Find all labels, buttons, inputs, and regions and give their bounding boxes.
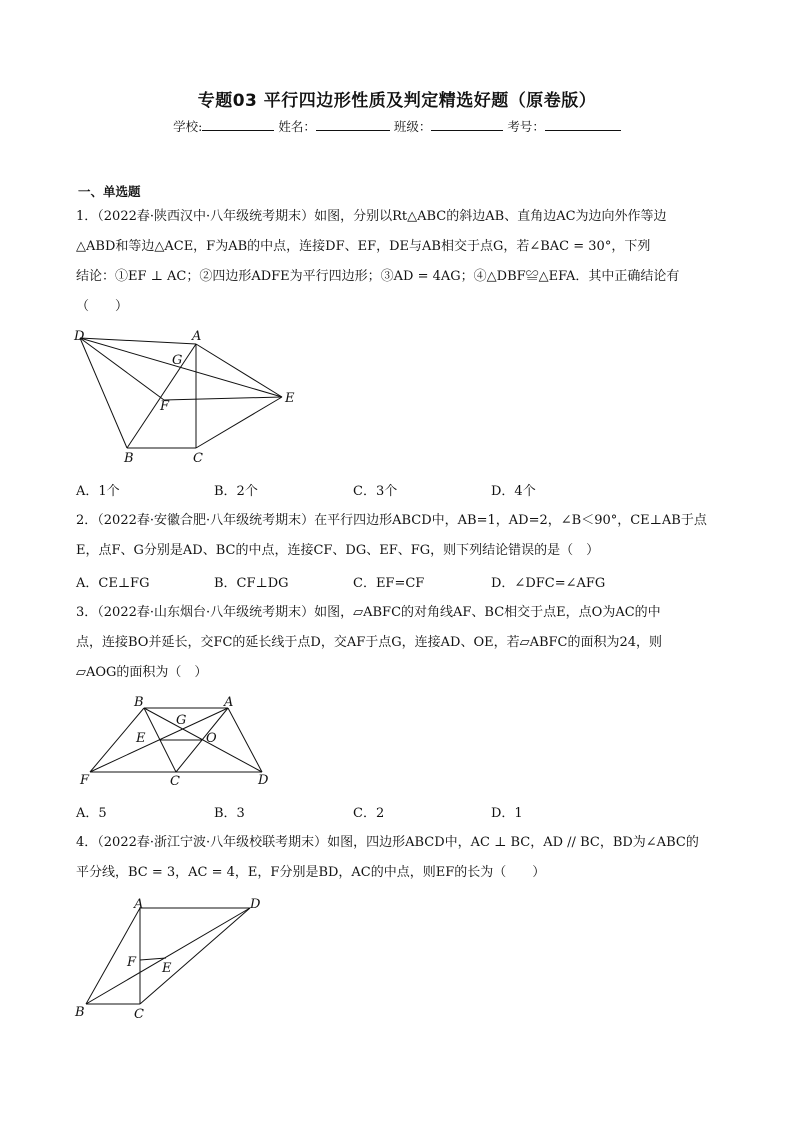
label-E: E (162, 961, 172, 976)
student-info-line (0, 117, 794, 135)
label-A: A (192, 329, 202, 344)
label-F: F (80, 773, 90, 788)
question-1 (76, 202, 726, 322)
label-A: A (134, 897, 144, 912)
q1-option-c[interactable]: C．3个 (353, 484, 398, 499)
label-C: C (170, 774, 180, 788)
q2-option-b[interactable]: B．CF⊥DG (214, 576, 289, 591)
label-A: A (224, 695, 234, 710)
question-3-options (76, 802, 726, 822)
question-3-line-3: ▱AOG的面积为（ ） (76, 665, 208, 680)
label-G: G (176, 713, 187, 728)
label-F: F (127, 955, 137, 970)
edge-FE (164, 397, 282, 400)
page-title: 专题03 平行四边形性质及判定精选好题（原卷版） (197, 91, 597, 111)
q1-option-a[interactable]: A．1个 (76, 484, 120, 499)
q1-option-b[interactable]: B．2个 (214, 484, 258, 499)
question-3-figure (76, 692, 286, 788)
question-1-figure (70, 328, 310, 466)
edge-CD (140, 908, 250, 1004)
edge-AE (196, 344, 282, 397)
question-1-options (76, 480, 726, 500)
label-O: O (206, 731, 217, 746)
edge-CE (196, 397, 282, 448)
label-E: E (136, 731, 146, 746)
class-blank[interactable] (431, 118, 503, 131)
q2-option-d[interactable]: D．∠DFC=∠AFG (491, 576, 606, 591)
question-1-line-1: 1．（2022春·陕西汉中·八年级统考期末）如图，分别以Rt△ABC的斜边AB、直角边AC为边向外作等边 (76, 209, 667, 224)
section-heading: 一、单选题 (78, 184, 141, 199)
q3-option-d[interactable]: D．1 (491, 806, 523, 821)
question-2-line-1: 2．（2022春·安徽合肥·八年级统考期末）在平行四边形ABCD中，AB=1，AD=2，∠B＜90°，CE⊥AB于点 (76, 513, 707, 528)
exam-no-label: 考号： (507, 119, 545, 134)
label-D: D (258, 773, 269, 788)
label-D: D (250, 897, 261, 912)
question-3-line-2: 点，连接BO并延长，交FC的延长线于点D，交AF于点G，连接AD、OE，若▱ABFC的面积为24，则 (76, 635, 663, 650)
exam-no-blank[interactable] (545, 118, 621, 131)
name-blank[interactable] (316, 118, 390, 131)
q1-option-d[interactable]: D．4个 (491, 484, 536, 499)
name-label: 姓名： (278, 119, 316, 134)
q3-option-b[interactable]: B．3 (214, 806, 245, 821)
label-B: B (134, 695, 144, 710)
q3-option-c[interactable]: C．2 (353, 806, 385, 821)
edge-BA (127, 344, 196, 448)
label-C: C (134, 1007, 144, 1022)
question-4 (76, 828, 726, 888)
question-2 (76, 506, 726, 566)
question-2-line-2: E，点F、G分别是AD、BC的中点，连接CF、DG、EF、FG，则下列结论错误的是（ ） (76, 543, 600, 558)
q2-option-a[interactable]: A．CE⊥FG (76, 576, 150, 591)
class-label: 班级： (393, 119, 432, 134)
label-B: B (75, 1005, 85, 1020)
question-4-line-1: 4．（2022春·浙江宁波·八年级校联考期末）如图，四边形ABCD中，AC ⊥ BC，AD // BC，BD为∠ABC的 (76, 835, 699, 850)
question-1-line-4: （ ） (76, 299, 129, 314)
question-3-line-1: 3．（2022春·山东烟台·八年级统考期末）如图，▱ABFC的对角线AF、BC相交于点E，点O为AC的中 (76, 605, 661, 620)
edge-DB (80, 338, 127, 448)
edge-DF (80, 338, 164, 400)
q2-option-c[interactable]: C．EF=CF (353, 576, 425, 591)
school-blank[interactable] (202, 118, 274, 131)
label-C: C (193, 451, 203, 466)
question-3 (76, 598, 726, 688)
label-F: F (160, 399, 170, 414)
question-2-options (76, 572, 726, 592)
question-4-figure (70, 894, 280, 1024)
question-1-line-2: △ABD和等边△ACE，F为AB的中点，连接DF、EF，DE与AB相交于点G，若∠BAC = 30°，下列 (76, 239, 651, 254)
question-1-line-3: 结论：①EF ⊥ AC；②四边形ADFE为平行四边形；③AD = 4AG；④△DBF≌△EFA．其中正确结论有 (76, 269, 680, 284)
label-E: E (285, 391, 295, 406)
label-D: D (74, 329, 85, 344)
school-label: 学校: (173, 119, 203, 134)
edge-BD (86, 908, 250, 1004)
q3-option-a[interactable]: A．5 (76, 806, 107, 821)
label-B: B (124, 451, 134, 466)
question-4-line-2: 平分线，BC = 3，AC = 4，E，F分别是BD，AC的中点，则EF的长为（ ） (76, 865, 546, 880)
label-G: G (172, 353, 183, 368)
